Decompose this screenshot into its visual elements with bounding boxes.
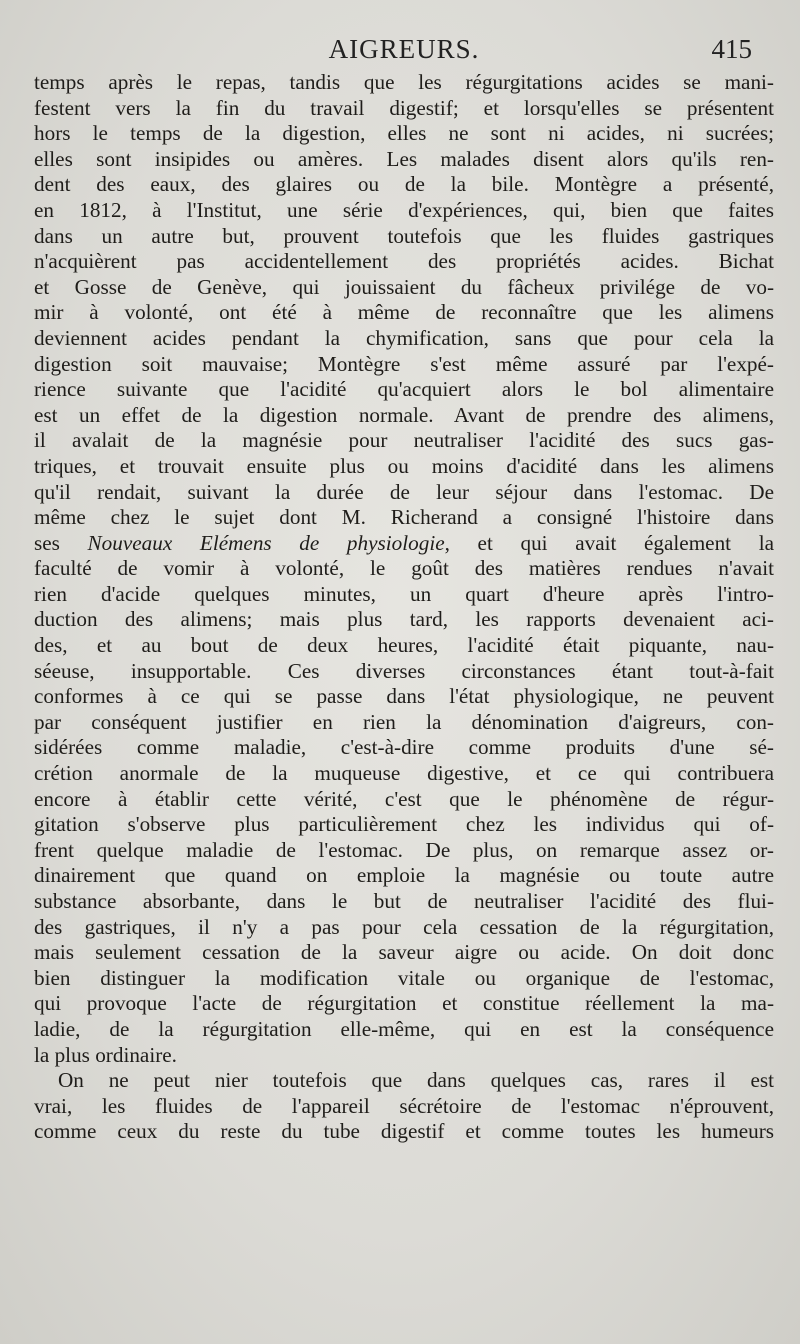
text-line: ladie, de la régurgitation elle-même, qui en est la conséquence — [34, 1016, 774, 1041]
text-line: conformes à ce qui se passe dans l'état physiologique, ne peuvent — [34, 684, 774, 709]
text-fragment: ses — [34, 530, 88, 555]
text-line: dinairement que quand on emploie la magnésie ou toute autre — [34, 863, 774, 888]
running-head: AIGREURS. — [328, 34, 480, 64]
text-line: dans un autre but, prouvent toutefois que les fluides gastriques — [34, 223, 774, 248]
text-line: qu'il rendait, suivant la durée de leur séjour dans l'estomac. De — [34, 479, 774, 504]
text-line: festent vers la fin du travail digestif; et lorsqu'elles se présentent — [34, 95, 774, 120]
page-header — [34, 30, 774, 70]
text-line: rien d'acide quelques minutes, un quart d'heure après l'intro- — [34, 581, 774, 606]
text-line: crétion anormale de la muqueuse digestive, et ce qui contribuera — [34, 761, 774, 786]
text-line: est un effet de la digestion normale. Avant de prendre des alimens, — [34, 402, 774, 427]
text-line: des gastriques, il n'y a pas pour cela cessation de la régurgitation, — [34, 914, 774, 939]
text-line: digestion soit mauvaise; Montègre s'est même assuré par l'expé- — [34, 351, 774, 376]
text-line: dent des eaux, des glaires ou de la bile. Montègre a présenté, — [34, 172, 774, 197]
text-line: vrai, les fluides de l'appareil sécrétoire de l'estomac n'éprouvent, — [34, 1093, 774, 1118]
text-line: n'acquièrent pas accidentellement des propriétés acides. Bichat — [34, 249, 774, 274]
text-line: séeuse, insupportable. Ces diverses circonstances étant tout-à-fait — [34, 658, 774, 683]
text-line: duction des alimens; mais plus tard, les rapports devenaient aci- — [34, 607, 774, 632]
text-line-with-book-title — [34, 531, 774, 557]
book-title: Nouveaux Elémens de physiologie — [87, 530, 445, 555]
paragraph-last-line: la plus ordinaire. — [34, 1042, 177, 1067]
text-line: faculté de vomir à volonté, le goût des matières rendues n'avait — [34, 556, 774, 581]
text-line: des, et au bout de deux heures, l'acidité était piquante, nau- — [34, 633, 774, 658]
text-line: substance absorbante, dans le but de neutraliser l'acidité des flui- — [34, 889, 774, 913]
page-number: 415 — [711, 34, 752, 64]
text-line: sidérées comme maladie, c'est-à-dire comme produits d'une sé- — [34, 735, 774, 760]
paragraph-first-line: On ne peut nier toutefois que dans quelques cas, rares il est — [58, 1068, 774, 1093]
text-line: comme ceux du reste du tube digestif et comme toutes les humeurs — [34, 1119, 774, 1144]
text-line: en 1812, à l'Institut, une série d'expériences, qui, bien que faites — [34, 197, 774, 222]
text-line: et Gosse de Genève, qui jouissaient du fâcheux privilége de vo- — [34, 274, 774, 299]
text-line: mir à volonté, ont été à même de reconnaître que les alimens — [34, 300, 774, 325]
text-line: mais seulement cessation de la saveur aigre ou acide. On doit donc — [34, 940, 774, 965]
text-line: bien distinguer la modification vitale ou organique de l'estomac, — [34, 965, 774, 990]
text-fragment: , et qui avait également la — [444, 530, 774, 555]
text-line: même chez le sujet dont M. Richerand a consigné l'histoire dans — [34, 505, 774, 530]
text-line: encore à établir cette vérité, c'est que le phénomène de régur- — [34, 786, 774, 811]
text-line: deviennent acides pendant la chymification, sans que pour cela la — [34, 325, 774, 350]
body-text — [34, 70, 774, 1145]
text-line: rience suivante que l'acidité qu'acquiert alors le bol alimentaire — [34, 377, 774, 402]
text-line: hors le temps de la digestion, elles ne sont ni acides, ni sucrées; — [34, 121, 774, 146]
text-line: par conséquent justifier en rien la dénomination d'aigreurs, con- — [34, 709, 774, 734]
text-line: gitation s'observe plus particulièrement chez les individus qui of- — [34, 812, 774, 837]
text-line: elles sont insipides ou amères. Les malades disent alors qu'ils ren- — [34, 146, 774, 171]
text-line: qui provoque l'acte de régurgitation et constitue réellement la ma- — [34, 991, 774, 1016]
text-line: triques, et trouvait ensuite plus ou moins d'acidité dans les alimens — [34, 453, 774, 478]
text-line: frent quelque maladie de l'estomac. De plus, on remarque assez or- — [34, 837, 774, 862]
text-line: il avalait de la magnésie pour neutraliser l'acidité des sucs gas- — [34, 428, 774, 453]
text-line: temps après le repas, tandis que les régurgitations acides se mani- — [34, 70, 774, 94]
